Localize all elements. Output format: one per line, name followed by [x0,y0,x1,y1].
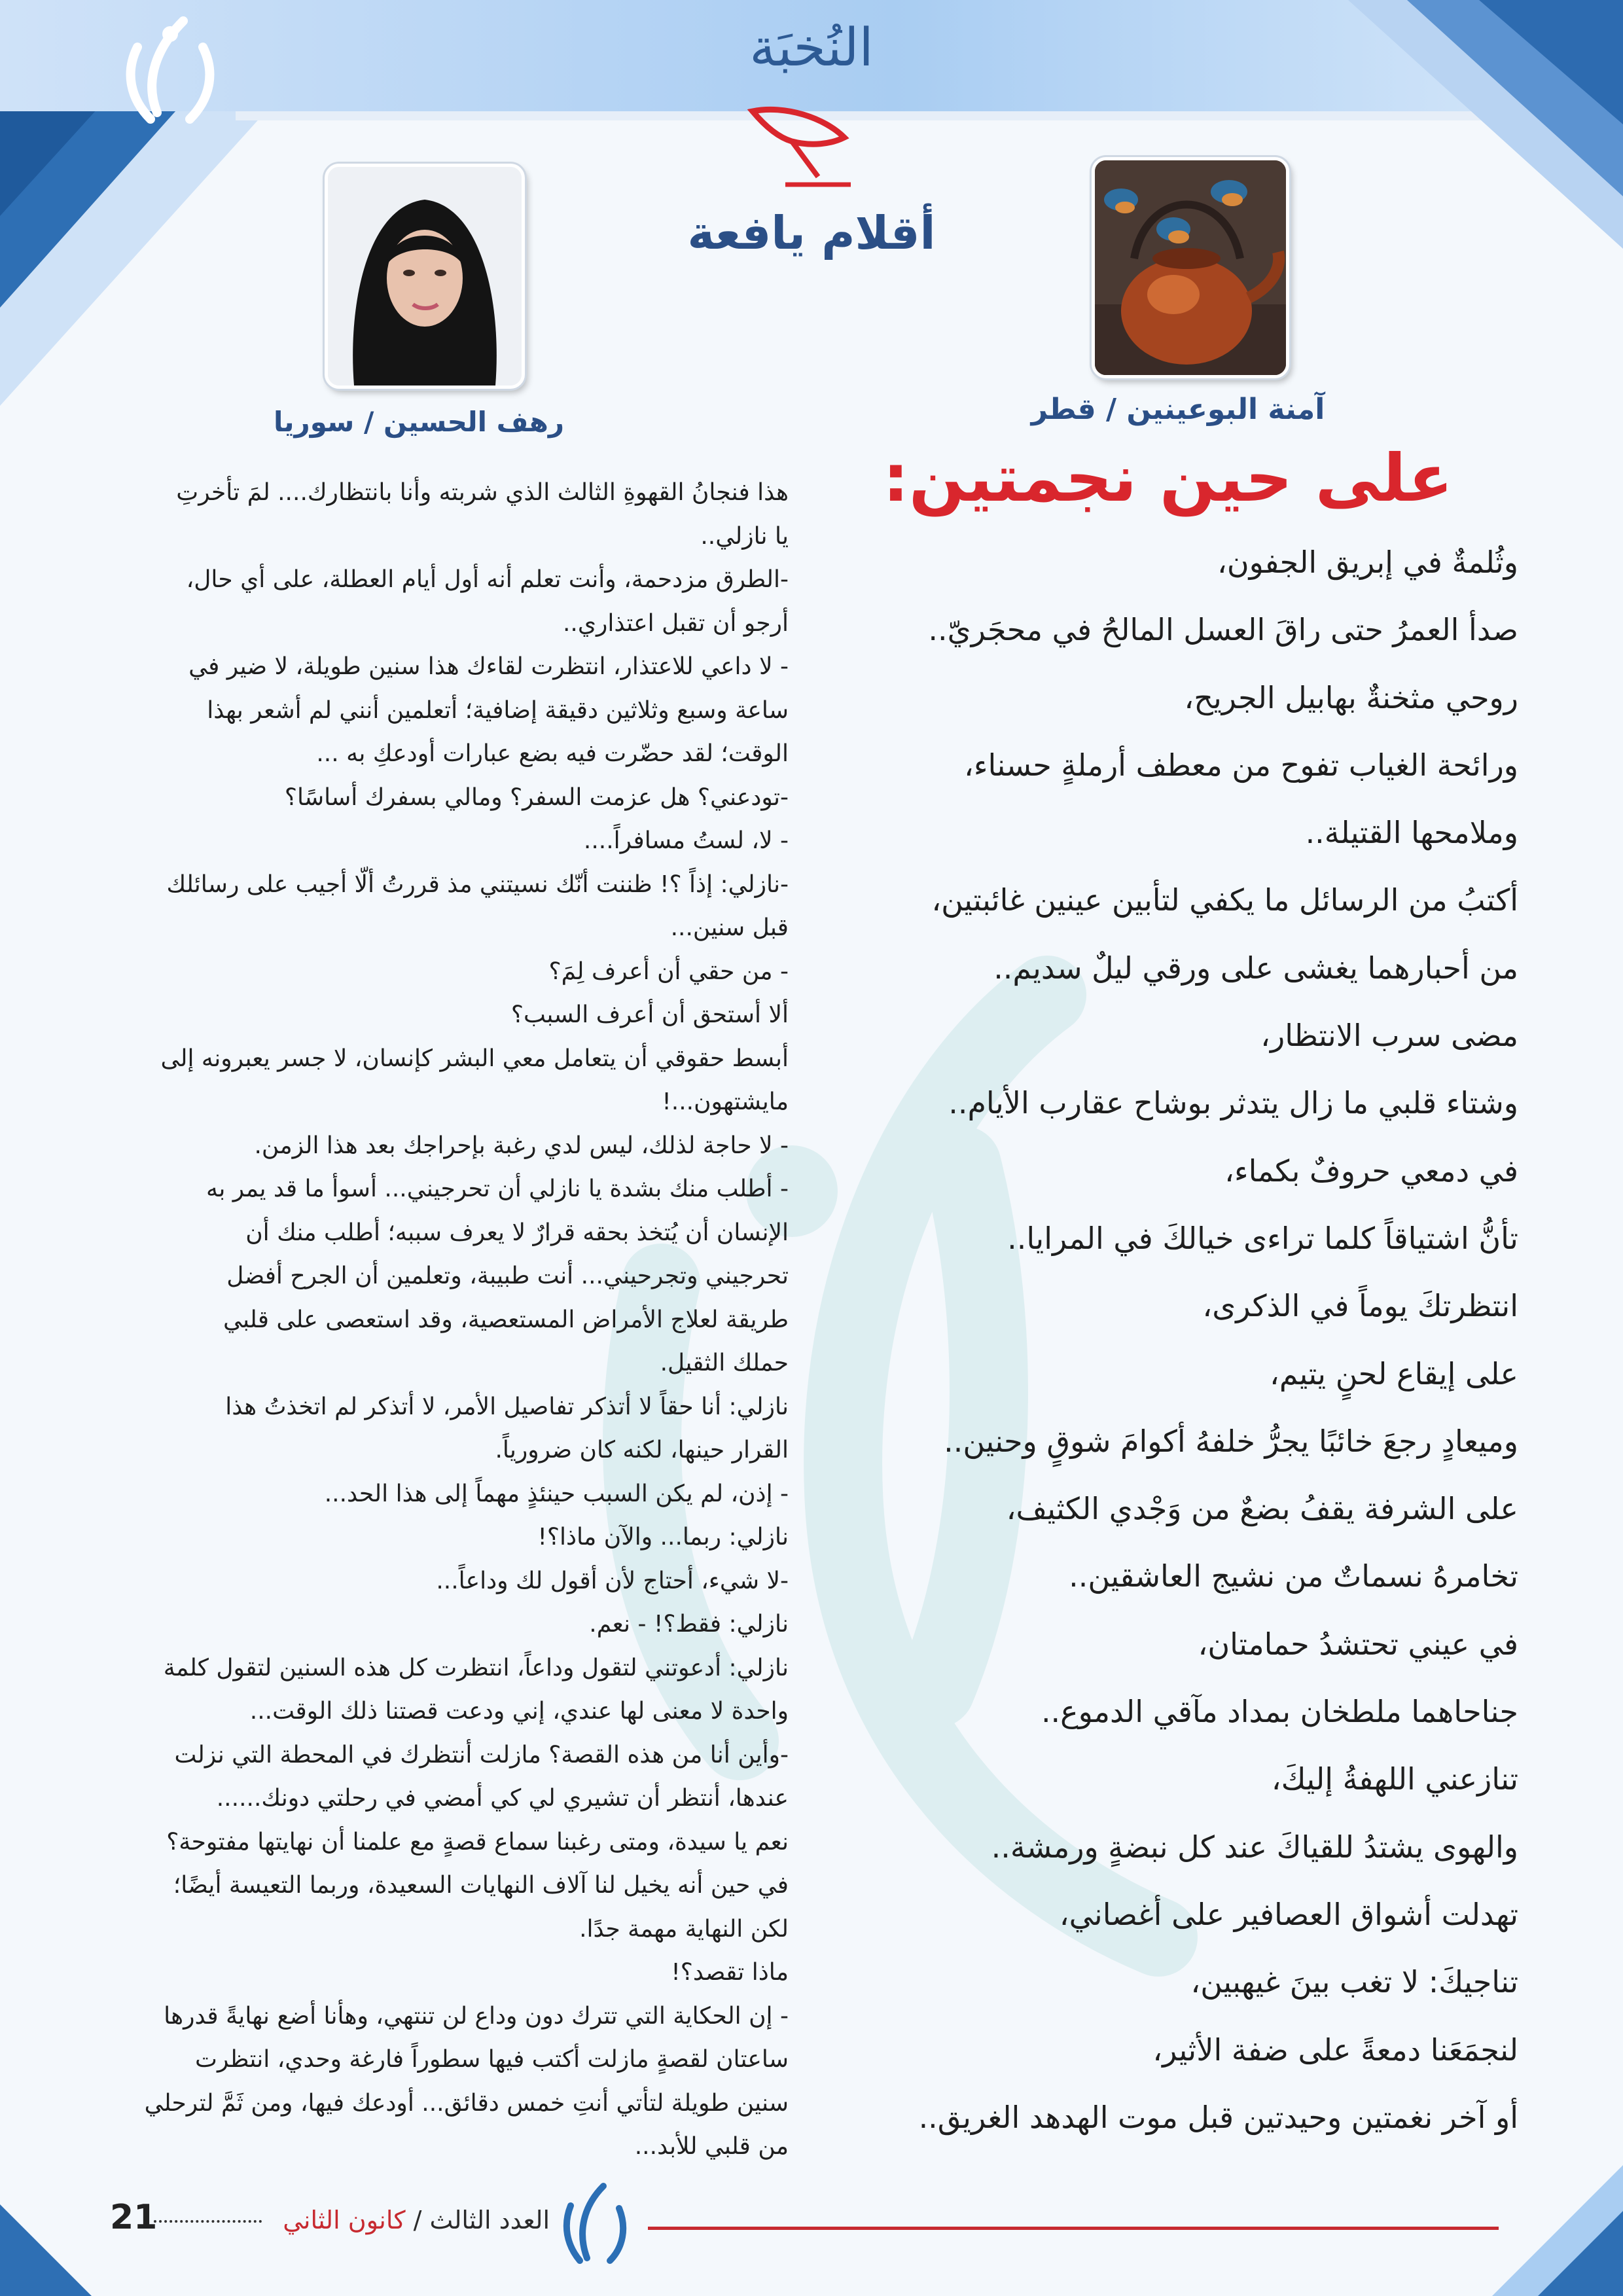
page-number: 21 [110,2198,158,2237]
poem-line: في دمعي حروفٌ بكماء، [1224,1153,1518,1189]
poem-line: من أحبارهما يغشى على ورقي ليلٌ سديم.. [993,950,1518,986]
story-line: عندها، أنتظر أن تشيري لي كي أمضي في رحلتي دونك...... [216,1785,789,1812]
story-line: طريقة لعلاج الأمراض المستعصية، وقد استعصى على قلبي [223,1306,789,1333]
poem-line: تناجيكَ: لا تغب بينَ غيهبين، [1190,1964,1518,2000]
section-title: أقلام يافعة [687,206,936,260]
story-line: هذا فنجانُ القهوةِ الثالث الذي شربته وأنا بانتظارك.... لمَ تأخرتِ [176,479,789,506]
poem-line: والهوى يشتدُ للقياكَ عند كل نبضةٍ ورمشة.. [991,1829,1518,1865]
corner-decoration-bottom-left [0,2178,118,2296]
story-line: سنين طويلة لتأتي أنتِ خمس دقائق... أودعك فيها، ومن ثَمَّ لترحلي [144,2089,789,2117]
poem-line: في عيني تحتشدُ حمامتان، [1198,1626,1518,1662]
issue-number: العدد الثالث / [405,2206,550,2234]
poem-line: مضى سرب الانتظار، [1260,1018,1518,1054]
poet-photo [1092,157,1289,378]
story-line: الوقت؛ لقد حضّرت فيه بضع عبارات أودعكِ به ... [316,740,789,767]
corner-decoration-top-right [1348,0,1623,249]
story-line: لكن النهاية مهمة جدًا. [579,1915,789,1943]
quill-icon [746,98,857,196]
poem-line: ورائحة الغياب تفوح من معطف أرملةٍ حسناء، [963,747,1518,783]
portrait-image [328,167,522,386]
story-line: نازلي: فقط؟! - نعم. [589,1611,789,1638]
story-line: تحرجيني وتجرحيني... أنت طبيبة، وتعلمين أن الجرح أفضل [226,1263,789,1289]
story-line: نازلي: أدعوتني لتقول وداعاً، انتظرت كل هذه السنين لتقول كلمة [163,1654,789,1681]
teapot-painting-image [1095,160,1286,375]
story-line: - إن الحكاية التي تترك دون وداع لن تنتهي، وهأنا أضع نهايةً قدرها [164,2002,789,2030]
story-line: من قلبي للأبد... [634,2133,789,2160]
story-author-name: رهف الحسين / سوريا [274,406,564,438]
poem-line: أكتبُ من الرسائل ما يكفي لتأبين عينين غائبتين، [931,882,1518,918]
story-line: نعم يا سيدة، ومتى رغبنا سماع قصةٍ مع علمنا أن نهايتها مفتوحة؟ [166,1828,789,1856]
magazine-section-label: النُخبَة [749,17,874,78]
story-line: يا نازلي.. [700,522,789,550]
story-line: نازلي: ربما... والآن ماذا؟! [537,1524,789,1551]
story-line: - لا حاجة لذلك، ليس لدي رغبة بإحراجك بعد هذا الزمن. [254,1132,789,1159]
story-line: -الطرق مزدحمة، وأنت تعلم أنه أول أيام العطلة، على أي حال، [186,566,789,593]
footer-dots [154,2220,262,2223]
story-line: ساعة وسبع وثلاثين دقيقة إضافية؛ أتعلمين أنني لم أشعر بهذا [207,696,789,724]
poem-title: على حين نجمتين: [882,440,1453,516]
story-line: ساعتان لقصةٍ مازلت أكتب فيها سطوراً فارغة وحدي، انتظرت [195,2046,789,2073]
poem-line: تأنُّ اشتياقاً كلما تراءى خيالكَ في المرايا.. [1007,1220,1518,1256]
poem-line: وشتاء قلبي ما زال يتدثر بوشاح عقارب الأيام.. [948,1085,1518,1121]
story-line: - من حقي أن أعرف لِمَ؟ [548,958,789,985]
issue-label [262,2206,550,2234]
story-line: - إذن، لم يكن السبب حينئذٍ مهماً إلى هذا الحد... [324,1480,789,1507]
story-line: - لا، لستُ مسافراً.... [583,827,789,854]
poem-line: تخامرهُ نسماتٌ من نشيج العاشقين.. [1069,1558,1518,1594]
story-line: -نازلي: إذاً ؟! ظننت أنّك نسيتني مذ قررتُ ألّا أجيب على رسائلك [166,870,789,898]
story-line: - لا داعي للاعتذار، انتظرت لقاءك هذا سنين طويلة، لا ضير في [188,653,789,680]
author-photo [325,164,525,389]
poem-line: جناحاهما ملطخان بمداد مآقي الدموع.. [1041,1694,1518,1730]
poem-line: على الشرفة يقفُ بضعٌ من وَجْدي الكثيف، [1006,1491,1518,1527]
poem-line: وملامحها القتيلة.. [1305,815,1518,851]
poem-line: صدأ العمرُ حتى راقَ العسل المالحُ في محجَريّ.. [928,612,1518,648]
poem-line: وثُلمةٌ في إبريق الجفون، [1217,545,1518,580]
issue-month: كانون الثاني [283,2206,406,2234]
story-body [92,471,789,2169]
poem-body [877,529,1518,2151]
poem-line: أو آخر نغمتين وحيدتين قبل موت الهدهد الغريق.. [918,2099,1518,2135]
poem-line: وميعادٍ رجعَ خائبًا يجرُّ خلفهُ أكوامَ شوقٍ وحنين.. [944,1423,1518,1459]
story-line: أرجو أن تقبل اعتذاري.. [562,609,789,637]
story-line: نازلي: أنا حقاً لا أتذكر تفاصيل الأمر، لا أتذكر لم اتخذتُ هذا [225,1393,789,1420]
story-line: ألا أستحق أن أعرف السبب؟ [510,1001,789,1028]
poem-line: على إيقاع لحنٍ يتيم، [1270,1355,1518,1391]
story-line: القرار حينها، لكنه كان ضرورياً. [495,1437,789,1463]
story-line: حملك الثقيل. [660,1350,789,1376]
story-line: - أطلب منك بشدة يا نازلي أن تحرجيني... أسوأ ما قد يمر به [206,1175,789,1202]
poem-line: انتظرتكَ يوماً في الذكرى، [1202,1288,1518,1324]
story-line: -لا شيء، أحتاج لأن أقول لك وداعاً... [436,1567,789,1594]
story-line: في حين أنه يخيل لنا آلاف النهايات السعيدة، وربما التعيسة أيضًا؛ [173,1872,789,1899]
poem-line: لنجمَعَنا دمعةً على ضفة الأثير، [1152,2032,1518,2068]
story-line: -تودعني؟ هل عزمت السفر؟ ومالي بسفرك أساسًا؟ [284,783,789,811]
story-line: الإنسان أن يُتخذ بحقه قرارٌ لا يعرف سببه؛ أطلب منك أن [245,1219,789,1246]
story-line: مايشتهون...! [662,1088,789,1115]
story-line: واحدة لا معنى لها عندي، إني ودعت قصتنا ذلك الوقت... [249,1698,789,1725]
story-line: أبسط حقوقي أن يتعامل معي البشر كإنسان، لا جسر يعبرونه إلى [160,1045,789,1072]
poet-name: آمنة البوعينين / قطر [1031,393,1325,426]
corner-decoration-bottom-right [1479,2165,1623,2296]
magazine-logo-icon [98,8,242,132]
story-line: -وأين أنا من هذه القصة؟ مازلت أنتظرك في المحطة التي نزلت [174,1741,789,1768]
footer-rule [648,2227,1499,2230]
poem-line: تهدلت أشواق العصافير على أغصاني، [1059,1896,1518,1932]
story-line: قبل سنين... [670,914,789,941]
poem-line: تنازعني اللهفةُ إليكَ، [1271,1761,1518,1797]
quill-small-icon [551,2179,636,2271]
poem-line: روحي مثخنةٌ بهابيل الجريح، [1184,679,1518,715]
story-line: ماذا تقصد؟! [671,1959,789,1986]
